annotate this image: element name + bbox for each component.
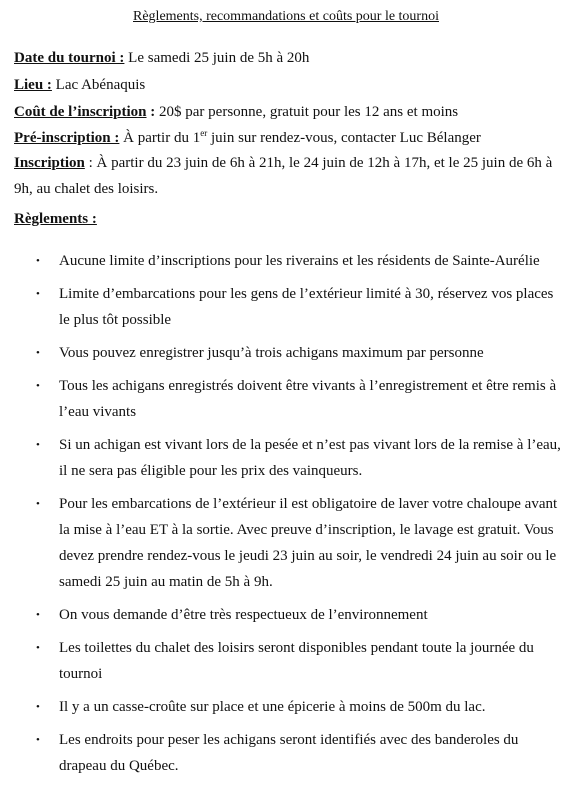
pre-registration-label: Pré-inscription :: [14, 130, 120, 146]
registration-value: : À partir du 23 juin de 6h à 21h, le 24 juin de 12h à 17h, et le 25 juin de 6h à 9h, au chalet des loisirs.: [14, 155, 553, 197]
bullet-icon: •: [36, 347, 40, 359]
registration-cost-separator: :: [146, 104, 156, 120]
location-value: Lac Abénaquis: [51, 77, 146, 93]
bullet-icon: •: [36, 288, 40, 300]
rule-text: Limite d’embarcations pour les gens de l’extérieur limité à 30, réservez vos places le plus tôt possible: [59, 286, 554, 328]
tournament-date-line: [14, 45, 566, 71]
rules-list: [0, 248, 572, 786]
pre-registration-value-start: À partir du 1: [119, 130, 201, 146]
rule-text: Il y a un casse-croûte sur place et une épicerie à moins de 500m du lac.: [59, 699, 486, 715]
rules-heading: Règlements :: [14, 211, 97, 227]
bullet-icon: •: [36, 498, 40, 510]
bullet-icon: •: [36, 439, 40, 451]
bullet-icon: •: [36, 255, 40, 267]
rule-text: Les endroits pour peser les achigans seront identifiés avec des banderoles du drapeau du Québec.: [59, 732, 519, 774]
rule-text: Pour les embarcations de l’extérieur il est obligatoire de laver votre chaloupe avant la mise à l’eau ET à la sortie. Avec preuve d’inscription, le lavage est gratuit. Vous devez prendre rendez-vous le jeudi 23 juin au soir, le vendredi 24 juin au soir ou le samedi 25 juin au matin de 5h à 9h.: [59, 496, 558, 590]
rule-item: [0, 281, 572, 333]
rule-item: [0, 491, 572, 595]
bullet-icon: •: [36, 609, 40, 621]
rule-item: [0, 635, 572, 687]
tournament-date-label: Date du tournoi :: [14, 50, 125, 66]
rule-item: [0, 340, 572, 366]
registration-label: Inscription: [14, 155, 85, 171]
rule-text: Vous pouvez enregistrer jusqu’à trois achigans maximum par personne: [59, 345, 484, 361]
rule-item: [0, 694, 572, 720]
document-title: Règlements, recommandations et coûts pour le tournoi: [133, 9, 439, 24]
registration-cost-line: [14, 99, 566, 125]
pre-registration-superscript: er: [200, 128, 208, 138]
tournament-date-value: Le samedi 25 juin de 5h à 20h: [124, 50, 310, 66]
rule-item: [0, 248, 572, 274]
rule-item: [0, 373, 572, 425]
rule-text: Si un achigan est vivant lors de la pesée et n’est pas vivant lors de la remise à l’eau, il ne sera pas éligible pour les prix des vainqueurs.: [59, 437, 561, 479]
rule-text: On vous demande d’être très respectueux de l’environnement: [59, 607, 428, 623]
bullet-icon: •: [36, 701, 40, 713]
bullet-icon: •: [36, 380, 40, 392]
pre-registration-value-end: juin sur rendez-vous, contacter Luc Bélanger: [207, 130, 481, 146]
rule-text: Tous les achigans enregistrés doivent être vivants à l’enregistrement et être remis à l’eau vivants: [59, 378, 557, 420]
location-line: [14, 72, 566, 98]
pre-registration-line: [14, 125, 566, 151]
rule-text: Aucune limite d’inscriptions pour les riverains et les résidents de Sainte-Aurélie: [59, 253, 540, 269]
registration-line: [14, 150, 566, 202]
registration-cost-value: 20$ par personne, gratuit pour les 12 ans et moins: [155, 104, 459, 120]
rule-text: Les toilettes du chalet des loisirs seront disponibles pendant toute la journée du tournoi: [59, 640, 534, 682]
rule-item: [0, 727, 572, 779]
rule-item: [0, 432, 572, 484]
bullet-icon: •: [36, 642, 40, 654]
registration-cost-label: Coût de l’inscription: [14, 104, 147, 120]
bullet-icon: •: [36, 734, 40, 746]
rule-item: [0, 602, 572, 628]
location-label: Lieu :: [14, 77, 52, 93]
